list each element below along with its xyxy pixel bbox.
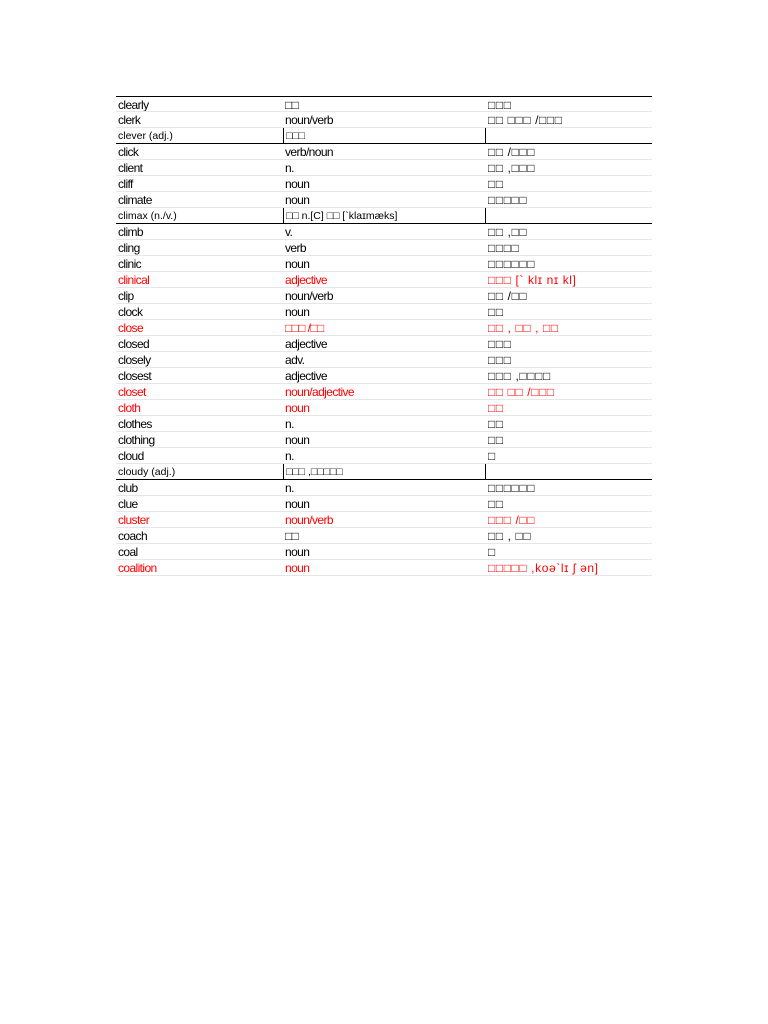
table-row <box>116 384 652 400</box>
pos-cell: v. <box>285 225 293 239</box>
table-row <box>116 528 652 544</box>
table-row <box>116 224 652 240</box>
pos-cell: noun/adjective <box>285 385 354 399</box>
word-cell: clinic <box>118 257 142 271</box>
table-row <box>116 144 652 160</box>
word-cell: cloud <box>118 449 144 463</box>
pos-cell: noun <box>285 257 310 271</box>
table-row <box>116 176 652 192</box>
pos-cell: adv. <box>285 353 305 367</box>
pos-cell: □□ <box>285 529 299 543</box>
meaning-cell: □□□ <box>488 98 512 111</box>
word-cell: cluster <box>118 513 150 527</box>
pos-cell: noun <box>285 497 310 511</box>
meaning-cell: □□□ [` klɪ nɪ kl] <box>488 273 577 287</box>
word-cell: closed <box>118 337 150 351</box>
pos-cell: □□□ /□□ <box>285 321 324 335</box>
table-row <box>116 304 652 320</box>
pos-cell: noun <box>285 545 310 559</box>
word-cell: client <box>118 161 143 175</box>
vocabulary-sheet <box>116 96 652 576</box>
pos-cell: noun <box>285 401 310 415</box>
meaning-cell: □□ ,□□□ <box>488 161 536 175</box>
meaning-cell: □□ , □□ <box>488 529 532 543</box>
table-row <box>116 112 652 128</box>
table-row <box>116 272 652 288</box>
table-row <box>116 336 652 352</box>
meaning-cell: □□ <box>488 401 504 415</box>
word-cell: cloudy (adj.) <box>118 466 176 478</box>
pos-cell: □□ <box>285 98 299 111</box>
pos-cell: adjective <box>285 273 327 287</box>
word-cell: clothes <box>118 417 152 431</box>
word-cell: clearly <box>118 98 149 111</box>
pos-cell: adjective <box>285 337 327 351</box>
meaning-cell: □□□ ,□□□□ <box>488 369 551 383</box>
table-row <box>116 240 652 256</box>
pos-cell: n. <box>285 449 294 463</box>
pos-cell: noun <box>285 561 310 575</box>
pos-cell: n. <box>285 417 294 431</box>
meaning-cell: □□ <box>488 497 504 511</box>
word-cell: closet <box>118 385 146 399</box>
word-cell: clue <box>118 497 138 511</box>
table-row <box>116 352 652 368</box>
table-row <box>116 512 652 528</box>
word-cell: climb <box>118 225 144 239</box>
meaning-cell: □□ □□□ /□□□ <box>488 113 563 127</box>
meaning-cell: □□ <box>488 417 504 431</box>
table-row <box>116 320 652 336</box>
word-cell: clothing <box>118 433 155 447</box>
table-row <box>116 448 652 464</box>
table-row <box>116 96 652 112</box>
word-cell: clerk <box>118 113 141 127</box>
pos-cell: □□□ <box>283 128 486 143</box>
meaning-cell: □□ /□□ <box>488 289 528 303</box>
meaning-cell: □□□□ <box>488 241 520 255</box>
pos-cell: noun <box>285 177 310 191</box>
table-row <box>116 544 652 560</box>
meaning-cell: □□□□□□ <box>488 257 536 271</box>
word-cell: cliff <box>118 177 133 191</box>
pos-cell: □□ n.[C] □□ [`klaɪmæks] <box>283 208 486 223</box>
meaning-cell <box>486 464 652 479</box>
meaning-cell <box>486 128 652 143</box>
word-cell: close <box>118 321 144 335</box>
pos-cell: □□□ ,□□□□□ <box>283 464 486 479</box>
word-cell: club <box>118 481 138 495</box>
table-row <box>116 128 652 144</box>
pos-cell: noun <box>285 433 310 447</box>
word-cell: coal <box>118 545 138 559</box>
table-row <box>116 208 652 224</box>
meaning-cell: □□ ,□□ <box>488 225 528 239</box>
pos-cell: noun/verb <box>285 113 333 127</box>
meaning-cell: □□□ <box>488 353 512 367</box>
meaning-cell: □ <box>488 545 496 559</box>
pos-cell: verb <box>285 241 306 255</box>
meaning-cell: □□□ /□□ <box>488 513 536 527</box>
meaning-cell <box>486 208 652 223</box>
word-cell: click <box>118 145 139 159</box>
pos-cell: n. <box>285 481 294 495</box>
word-cell: clinical <box>118 273 150 287</box>
word-cell: coalition <box>118 561 157 575</box>
table-row <box>116 256 652 272</box>
word-cell: climate <box>118 193 152 207</box>
table-row <box>116 432 652 448</box>
table-row <box>116 496 652 512</box>
meaning-cell: □□□□□□ <box>488 481 536 495</box>
meaning-cell: □□ <box>488 305 504 319</box>
pos-cell: noun/verb <box>285 289 333 303</box>
meaning-cell: □□ <box>488 177 504 191</box>
table-row <box>116 368 652 384</box>
word-cell: clever (adj.) <box>118 130 173 142</box>
word-cell: clock <box>118 305 143 319</box>
word-cell: closest <box>118 369 152 383</box>
pos-cell: noun <box>285 305 310 319</box>
word-cell: clip <box>118 289 134 303</box>
word-cell: cloth <box>118 401 141 415</box>
meaning-cell: □□ □□ /□□□ <box>488 385 555 399</box>
word-cell: coach <box>118 529 148 543</box>
table-row <box>116 416 652 432</box>
table-row <box>116 400 652 416</box>
table-row <box>116 464 652 480</box>
meaning-cell: □□ , □□ , □□ <box>488 321 559 335</box>
meaning-cell: □□ /□□□ <box>488 145 536 159</box>
pos-cell: noun <box>285 193 310 207</box>
table-row <box>116 480 652 496</box>
pos-cell: adjective <box>285 369 327 383</box>
pos-cell: verb/noun <box>285 145 333 159</box>
word-cell: cling <box>118 241 140 255</box>
meaning-cell: □ <box>488 449 496 463</box>
word-cell: climax (n./v.) <box>118 210 177 222</box>
pos-cell: n. <box>285 161 294 175</box>
pos-cell: noun/verb <box>285 513 333 527</box>
meaning-cell: □□ <box>488 433 504 447</box>
table-row <box>116 560 652 576</box>
table-row <box>116 160 652 176</box>
meaning-cell: □□□□□ ,koəˋlɪ ʃ ən] <box>488 561 599 575</box>
meaning-cell: □□□□□ <box>488 193 528 207</box>
table-row <box>116 288 652 304</box>
table-row <box>116 192 652 208</box>
meaning-cell: □□□ <box>488 337 512 351</box>
word-cell: closely <box>118 353 151 367</box>
